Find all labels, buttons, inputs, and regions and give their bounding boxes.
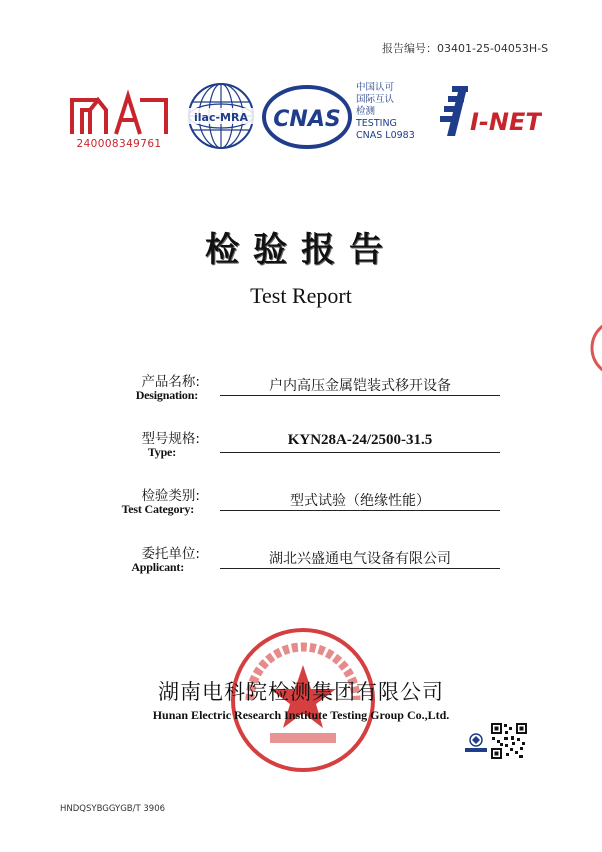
cnas-text-line: 检测 <box>356 106 376 117</box>
inet-logo <box>438 84 542 140</box>
designation-value: 户内高压金属铠装式移开设备 <box>269 378 451 394</box>
cnas-text-line: CNAS L0983 <box>356 130 415 141</box>
designation-underline <box>220 395 500 396</box>
type-value: KYN28A-24/2500-31.5 <box>287 432 433 448</box>
category-value: 型式试验（绝缘性能） <box>290 493 430 509</box>
cnas-text <box>356 82 426 142</box>
title-en: Test Report <box>250 283 352 308</box>
applicant-label-cn: 委托单位: <box>141 546 200 562</box>
cnas-logo <box>262 82 352 152</box>
report-number: 报告编号：03401-25-04053H-S <box>382 42 549 55</box>
hnetc-logo <box>463 732 489 754</box>
footer-code: HNDQSYBGGYGB/T 3906 <box>60 804 166 814</box>
applicant-underline <box>220 568 500 569</box>
type-label-cn: 型号规格: <box>141 431 200 447</box>
edge-stamp <box>590 318 602 378</box>
category-underline <box>220 510 500 511</box>
svg-text:CNAS: CNAS <box>273 107 341 132</box>
type-label-en: Type: <box>147 445 176 459</box>
title-cn: 检验报告 <box>205 230 397 270</box>
type-underline <box>220 452 500 453</box>
cnas-text-line: 中国认可 <box>356 82 395 93</box>
inet-brand-text: I-NET <box>470 108 542 136</box>
ilac-mra-logo <box>180 80 262 152</box>
svg-text:ilac-MRA: ilac-MRA <box>194 111 248 124</box>
organization-name-cn: 湖南电科院检测集团有限公司 <box>158 680 444 704</box>
category-label-cn: 检验类别: <box>141 488 200 504</box>
designation-label-cn: 产品名称: <box>141 374 200 390</box>
designation-label-en: Designation: <box>135 388 198 402</box>
cnas-text-line: 国际互认 <box>356 94 395 105</box>
category-label-en: Test Category: <box>121 502 194 516</box>
organization-name-en: Hunan Electric Research Institute Testing Group Co.,Ltd. <box>152 708 450 722</box>
applicant-value: 湖北兴盛通电气设备有限公司 <box>269 551 451 567</box>
cnas-text-line: TESTING <box>356 118 397 129</box>
qr-code <box>490 722 528 760</box>
applicant-label-en: Applicant: <box>131 560 184 574</box>
cma-number: 240008349761 <box>76 138 162 150</box>
